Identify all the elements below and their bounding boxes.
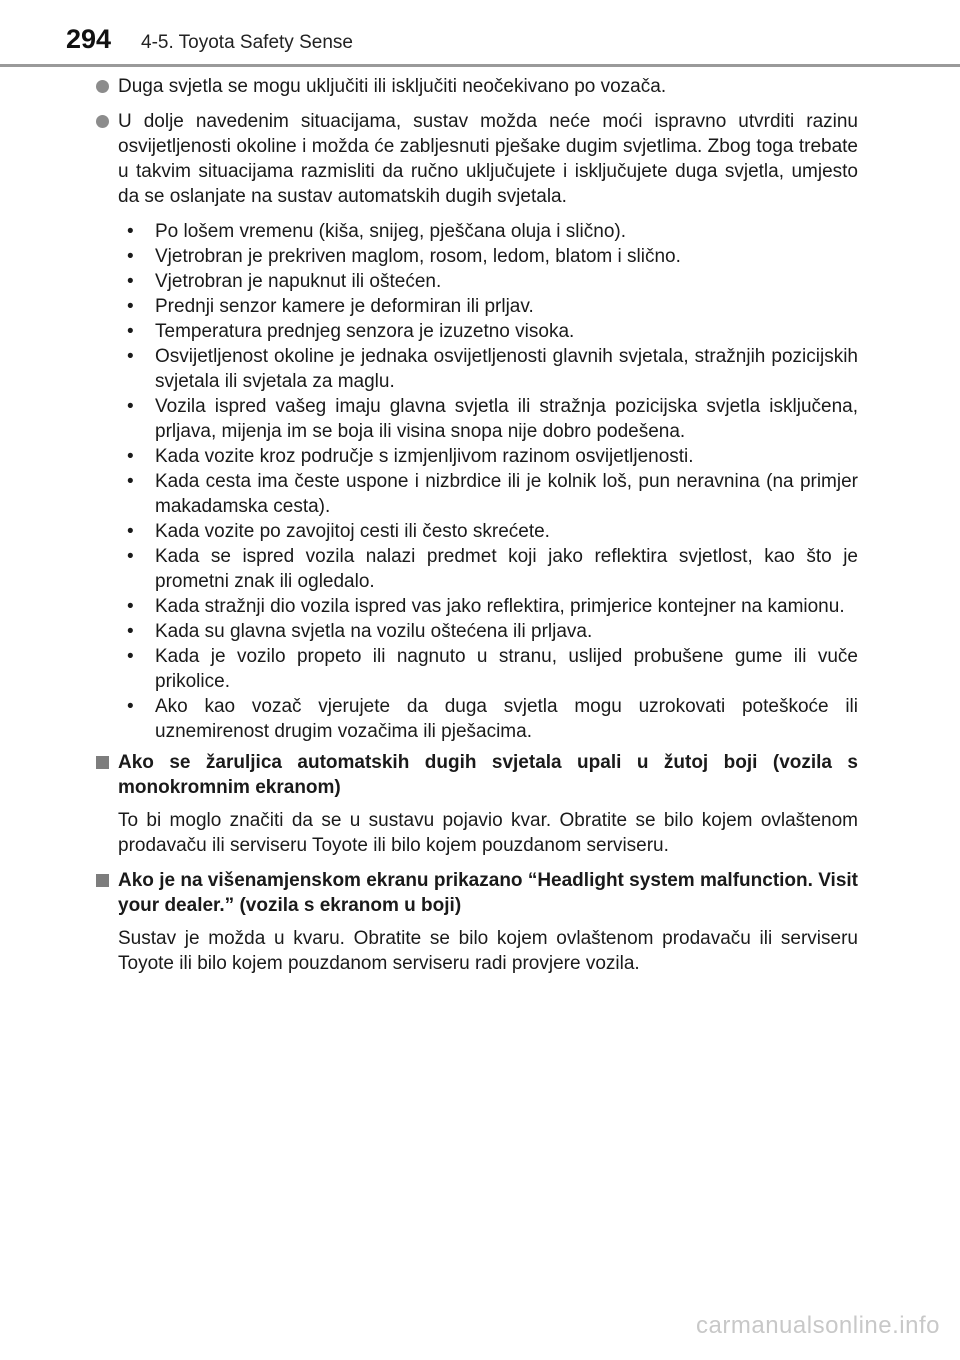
situation-list-item [118, 394, 858, 444]
bullet-dot-icon: • [127, 471, 134, 492]
section-heading [96, 750, 858, 800]
page-number: 294 [66, 24, 112, 54]
square-bullet-icon [96, 874, 109, 887]
bullet-dot-icon: • [127, 271, 134, 292]
bullet-dot-icon: • [127, 321, 134, 342]
circle-bullet-item [96, 74, 858, 99]
situation-text: Kada vozite po zavojitoj cesti ili često skrećete. [155, 521, 550, 542]
situation-text: Osvijetljenost okoline je jednaka osvijetljenosti glavnih svjetala, stražnjih pozicijskih svjetala ili svjetala za maglu. [155, 346, 858, 392]
situation-text: Po lošem vremenu (kiša, snijeg, pješčana oluja i slično). [155, 221, 626, 242]
section-heading-text: Ako se žaruljica automatskih dugih svjetala upali u žutoj boji (vozila s monokromnim ekranom) [118, 752, 858, 798]
bullet-dot-icon: • [127, 296, 134, 317]
situation-list-item [118, 269, 858, 294]
situation-text: Kada su glavna svjetla na vozilu oštećena ili prljava. [155, 621, 593, 642]
situation-text: Prednji senzor kamere je deformiran ili prljav. [155, 296, 534, 317]
header-divider [0, 64, 960, 67]
situation-list-item [118, 344, 858, 394]
situation-list-item [118, 694, 858, 744]
situation-text: Kada vozite kroz područje s izmjenljivom razinom osvijetljenosti. [155, 446, 694, 467]
situation-list-item [118, 544, 858, 594]
section-heading-text: Ako je na višenamjenskom ekranu prikazano “Headlight system malfunction. Visit your dealer.” (vozila s ekranom u boji) [118, 870, 858, 916]
situation-text: Vjetrobran je prekriven maglom, rosom, ledom, blatom i slično. [155, 246, 681, 267]
bullet-dot-icon: • [127, 621, 134, 642]
situation-list-item [118, 244, 858, 269]
situation-list-item [118, 619, 858, 644]
circle-item-text: Duga svjetla se mogu uključiti ili isključiti neočekivano po vozača. [118, 76, 667, 97]
circle-bullet-icon [96, 115, 109, 128]
situation-list-item [118, 644, 858, 694]
page-content [96, 74, 858, 986]
circle-bullet-item [96, 109, 858, 209]
situation-list-item [118, 469, 858, 519]
section-title: 4-5. Toyota Safety Sense [141, 32, 353, 53]
situation-list-item [118, 319, 858, 344]
circle-item-text: U dolje navedenim situacijama, sustav možda neće moći ispravno utvrditi razinu osvijetljenosti okoline i možda će zabljesnuti pješake dugim svjetlima. Zbog toga trebate u takvim situacijama razmisliti da ručno uključujete i isključujete duga svjetla, umjesto da se oslanjate na sustav automatskih dugih svjetala. [118, 111, 858, 207]
situation-list [118, 219, 858, 744]
bullet-dot-icon: • [127, 446, 134, 467]
bullet-dot-icon: • [127, 396, 134, 417]
situation-list-item [118, 219, 858, 244]
situation-text: Kada je vozilo propeto ili nagnuto u stranu, uslijed probušene gume ili vuče prikolice. [155, 646, 858, 692]
section-heading [96, 868, 858, 918]
situation-list-item [118, 294, 858, 319]
section-body: Sustav je možda u kvaru. Obratite se bilo kojem ovlaštenom prodavaču ili serviseru Toyote ili bilo kojem pouzdanom serviseru radi provjere vozila. [118, 928, 858, 974]
situation-list-item [118, 444, 858, 469]
situation-text: Kada stražnji dio vozila ispred vas jako reflektira, primjerice kontejner na kamionu. [155, 596, 845, 617]
bullet-dot-icon: • [127, 546, 134, 567]
square-bullet-icon [96, 756, 109, 769]
situation-text: Ako kao vozač vjerujete da duga svjetla mogu uzrokovati poteškoće ili uznemirenost drugim vozačima ili pješacima. [155, 696, 858, 742]
bullet-dot-icon: • [127, 696, 134, 717]
bullet-dot-icon: • [127, 346, 134, 367]
bullet-dot-icon: • [127, 596, 134, 617]
section-body: To bi moglo značiti da se u sustavu pojavio kvar. Obratite se bilo kojem ovlaštenom prodavaču ili serviseru Toyote ili bilo kojem pouzdanom serviseru. [118, 810, 858, 856]
situation-list-item [118, 594, 858, 619]
situation-text: Temperatura prednjeg senzora je izuzetno visoka. [155, 321, 575, 342]
situation-text: Vozila ispred vašeg imaju glavna svjetla ili stražnja pozicijska svjetla isključena, prljava, mijenja im se boja ili visina snopa nije dobro podešena. [155, 396, 858, 442]
bullet-dot-icon: • [127, 521, 134, 542]
situation-text: Kada se ispred vozila nalazi predmet koji jako reflektira svjetlost, kao što je prometni znak ili ogledalo. [155, 546, 858, 592]
bullet-dot-icon: • [127, 646, 134, 667]
bullet-dot-icon: • [127, 246, 134, 267]
watermark: carmanualsonline.info [696, 1312, 940, 1339]
situation-text: Kada cesta ima česte uspone i nizbrdice ili je kolnik loš, pun neravnina (na primjer makadamska cesta). [155, 471, 858, 517]
circle-bullet-icon [96, 80, 109, 93]
page-header [0, 0, 960, 66]
situation-list-item [118, 519, 858, 544]
bullet-dot-icon: • [127, 221, 134, 242]
situation-text: Vjetrobran je napuknut ili oštećen. [155, 271, 442, 292]
